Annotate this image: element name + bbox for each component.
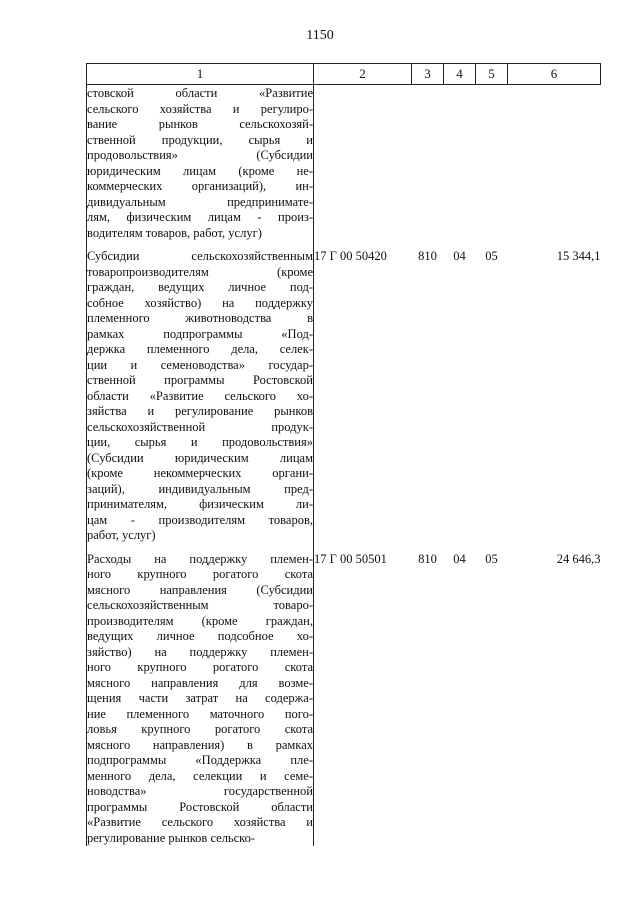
- description-line: ловья крупного рогатого скота: [87, 722, 313, 736]
- description-line: заций), индивидуальным пред-: [87, 481, 313, 496]
- row-target-code: 17 Г 00 50420: [314, 249, 387, 263]
- description-line: работ, услуг): [87, 528, 156, 542]
- table-row: [87, 544, 601, 847]
- row-amount: 24 646,3: [556, 551, 601, 566]
- row-expense-type: 810: [418, 249, 437, 263]
- table-header-row: [87, 64, 601, 85]
- row-description: [87, 85, 314, 242]
- page-number: 1150: [306, 28, 334, 43]
- row-description: [87, 544, 314, 847]
- row-subsection: 05: [485, 249, 498, 263]
- row-subsection: 05: [485, 551, 498, 566]
- description-line: (кроме некоммерческих органи-: [87, 466, 313, 480]
- column-header-amount: 6: [508, 64, 601, 85]
- description-line: регулирование рынков сельско-: [87, 830, 256, 845]
- description-line: цам - производителям товаров,: [87, 512, 313, 527]
- row-expense-type: [412, 85, 444, 242]
- description-line: собное хозяйство) на поддержку: [87, 295, 313, 310]
- description-line: мясного направления) в рамках: [87, 737, 313, 752]
- description-line: «Развитие сельского хозяйства и: [87, 815, 313, 829]
- budget-table: [86, 63, 601, 846]
- description-line: дивидуальным предпринимате-: [87, 194, 313, 209]
- description-line: Расходы на поддержку племен-: [87, 551, 313, 566]
- row-section: 04: [453, 249, 466, 263]
- description-line: менного дела, селекции и семе-: [87, 768, 313, 783]
- description-line: сельского хозяйства и регулиро-: [87, 101, 313, 116]
- row-expense-type: 810: [418, 551, 437, 566]
- description-line: Субсидии сельскохозяйственным: [87, 249, 313, 263]
- description-line: принимателям, физическим ли-: [87, 497, 313, 511]
- description-line: сельскохозяйственной продук-: [87, 419, 313, 434]
- description-line: продовольствия» (Субсидии: [87, 148, 313, 162]
- description-line: юридическим лицам (кроме не-: [87, 163, 313, 178]
- description-line: водителям товаров, работ, услуг): [87, 225, 262, 240]
- column-header-expense-type: 3: [412, 64, 444, 85]
- description-line: программы Ростовской области: [87, 799, 313, 814]
- column-header-subsection: 5: [476, 64, 508, 85]
- description-line: племенного животноводства в: [87, 311, 313, 325]
- description-line: ственной продукции, сырья и: [87, 132, 313, 147]
- description-line: щения части затрат на содержа-: [87, 691, 313, 705]
- description-line: коммерческих организаций), ин-: [87, 179, 313, 193]
- description-line: мясного направления для возме-: [87, 675, 313, 690]
- row-description: [87, 241, 314, 544]
- column-header-description: 1: [87, 64, 314, 85]
- row-target-code: 17 Г 00 50501: [314, 551, 387, 566]
- column-header-section: 4: [444, 64, 476, 85]
- description-line: ственной программы Ростовской: [87, 373, 313, 387]
- description-line: ции, сырья и продовольствия»: [87, 435, 313, 449]
- description-line: зяйство) на поддержку племен-: [87, 644, 313, 659]
- table-row: [87, 241, 601, 544]
- description-line: (Субсидии юридическим лицам: [87, 450, 313, 465]
- description-line: ведущих личное подсобное хо-: [87, 629, 313, 643]
- description-line: мясного направления (Субсидии: [87, 582, 313, 597]
- description-line: зяйства и регулирование рынков: [87, 404, 313, 418]
- description-line: сельскохозяйственным товаро-: [87, 598, 313, 612]
- description-line: подпрограммы «Поддержка пле-: [87, 753, 313, 767]
- row-subsection: [476, 85, 508, 242]
- row-amount: 15 344,1: [556, 249, 601, 263]
- description-line: ного крупного рогатого скота: [87, 567, 313, 581]
- description-line: ции и семеноводства» государ-: [87, 357, 313, 372]
- description-line: рамках подпрограммы «Под-: [87, 326, 313, 341]
- row-section: 04: [453, 551, 466, 566]
- description-line: ние племенного маточного пого-: [87, 706, 313, 721]
- description-line: лям, физическим лицам - произ-: [87, 210, 313, 224]
- row-target-code: [314, 85, 412, 242]
- row-section: [444, 85, 476, 242]
- description-line: стовской области «Развитие: [87, 86, 313, 100]
- description-line: держка племенного дела, селек-: [87, 342, 313, 356]
- description-line: ного крупного рогатого скота: [87, 660, 313, 674]
- description-line: вание рынков сельскохозяй-: [87, 117, 313, 131]
- description-line: новодства» государственной: [87, 784, 313, 798]
- description-line: производителям (кроме граждан,: [87, 613, 313, 628]
- description-line: товаропроизводителям (кроме: [87, 264, 313, 279]
- row-amount: [508, 85, 601, 242]
- column-header-target-code: 2: [314, 64, 412, 85]
- table-row: [87, 85, 601, 242]
- description-line: области «Развитие сельского хо-: [87, 388, 313, 403]
- description-line: граждан, ведущих личное под-: [87, 280, 313, 294]
